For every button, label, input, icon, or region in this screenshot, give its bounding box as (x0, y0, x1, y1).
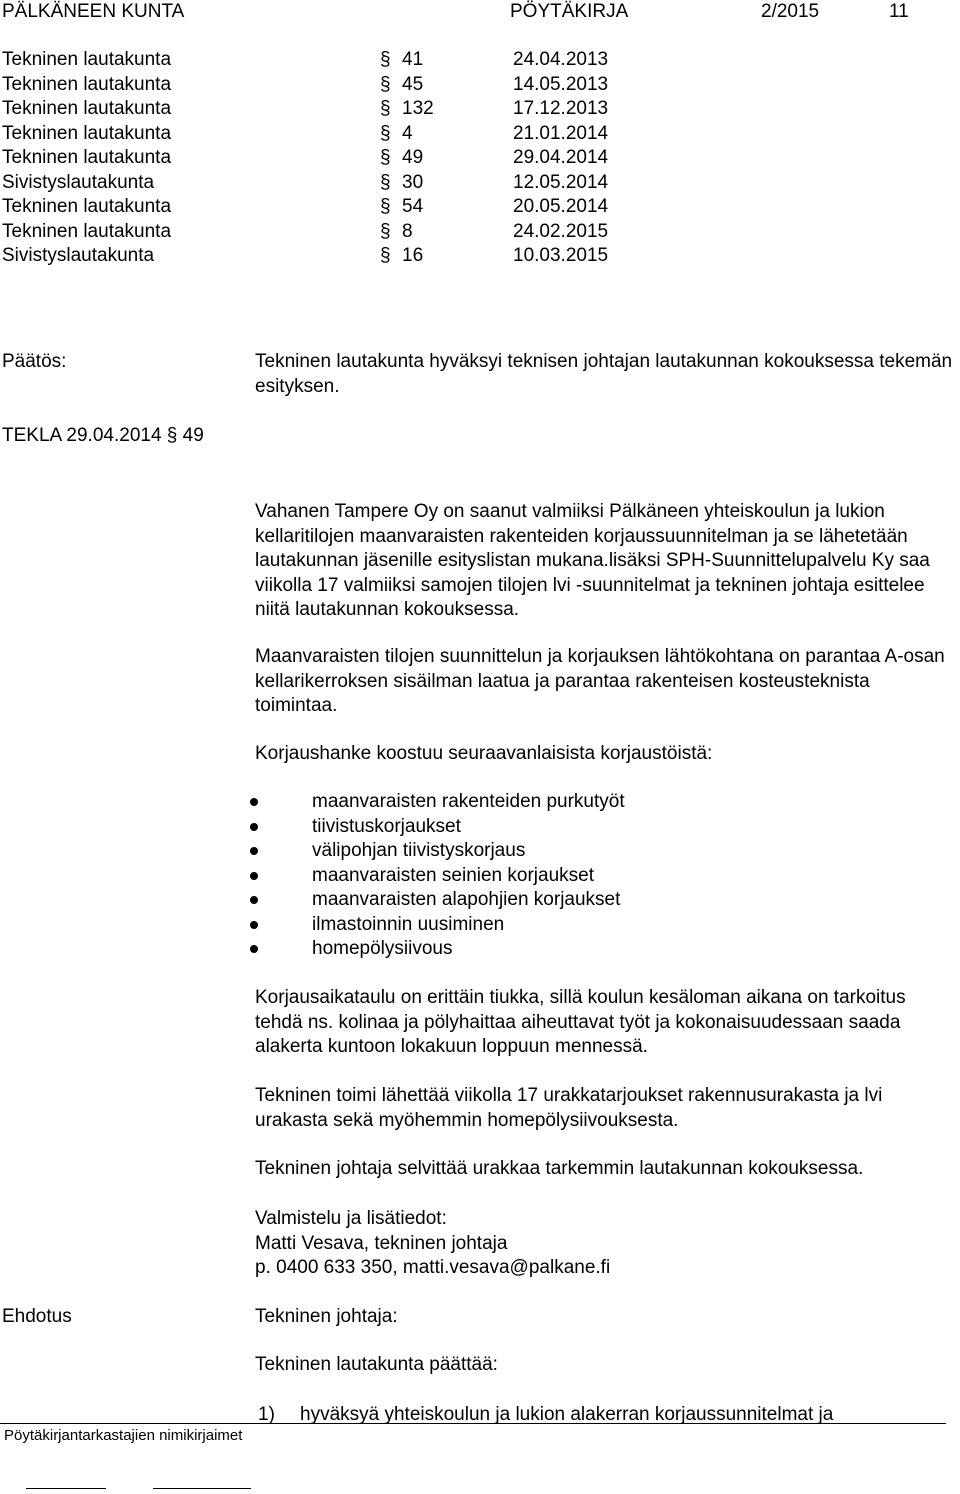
paragraph-presentation: Tekninen johtaja selvittää urakkaa tarkemmin lautakunnan kokouksessa. (255, 1158, 864, 1179)
bullet-icon (250, 921, 258, 929)
proposal-item-number: 1) (258, 1404, 275, 1425)
decision-text: Tekninen lautakunta hyväksyi teknisen johtajan lautakunnan kokouksessa tekemän esityksen. (255, 351, 953, 397)
history-section-number: 49 (402, 147, 424, 168)
history-org: Tekninen lautakunta (2, 196, 172, 217)
paragraph-background: Vahanen Tampere Oy on saanut valmiiksi Pälkäneen yhteiskoulun ja lukion kellaritilojen maanvaraisten rakenteiden korjaussuunnitelman ja se lähetetään lautakunnan jäsenille esityslistan mukana.lisäksi SPH-Suunnittelupalvelu Ky saa viikolla 17 valmiiksi samojen tilojen lvi -suunnitelmat ja tekninen johtaja esittelee niitä lautakunnan kokouksessa. (255, 501, 930, 620)
history-org: Tekninen lautakunta (2, 49, 172, 70)
history-org: Tekninen lautakunta (2, 73, 172, 95)
history-org: Sivistyslautakunta (2, 171, 155, 193)
bullet-icon (250, 872, 258, 880)
history-date: 14.05.2013 (513, 73, 609, 95)
history-section-number: 45 (402, 73, 424, 95)
list-item (250, 864, 950, 889)
page-number: 11 (889, 1, 909, 22)
contact-info (255, 1207, 955, 1281)
history-section-number: 4 (402, 122, 413, 144)
history-org: Tekninen lautakunta (2, 147, 172, 168)
history-org: Sivistyslautakunta (2, 245, 155, 266)
list-item-text: ilmastoinnin uusiminen (312, 913, 505, 935)
contact-phone-email: p. 0400 633 350, matti.vesava@palkane.fi (255, 1257, 611, 1278)
history-org: Tekninen lautakunta (2, 220, 172, 242)
history-row (0, 122, 700, 147)
section-sign-icon: § (380, 147, 391, 168)
contact-name: Matti Vesava, tekninen johtaja (255, 1232, 508, 1254)
signatures-label: Pöytäkirjantarkastajien nimikirjaimet (4, 1427, 243, 1444)
history-date: 24.02.2015 (513, 220, 609, 242)
contact-label: Valmistelu ja lisätiedot: (255, 1208, 447, 1229)
section-sign-icon: § (380, 122, 391, 144)
page-header (0, 0, 960, 26)
history-section-number: 41 (402, 49, 424, 70)
tekla-section-number: 49 (182, 425, 204, 446)
decision-label: Päätös: (2, 351, 67, 372)
list-item (250, 937, 950, 962)
paragraph-goal: Maanvaraisten tilojen suunnittelun ja korjauksen lähtökohtana on parantaa A-osan kellarikerroksen sisäilman laatua ja parantaa rakenteisen kosteusteknista toimintaa. (255, 646, 945, 716)
municipality-name: PÄLKÄNEEN KUNTA (2, 1, 185, 22)
history-org: Tekninen lautakunta (2, 98, 172, 119)
list-item-text: maanvaraisten seinien korjaukset (312, 864, 594, 886)
list-item-text: tiivistuskorjaukset (312, 815, 461, 837)
proposal-label: Ehdotus (2, 1306, 72, 1327)
section-sign-icon: § (380, 49, 391, 70)
bullet-icon (250, 798, 258, 806)
signature-line (26, 1488, 106, 1489)
paragraph-schedule: Korjausaikataulu on erittäin tiukka, sillä koulun kesäloman aikana on tarkoitus tehdä ns. kolinaa ja pölyhaittaa aiheuttavat työt ja kokonaisuudessaan saada alakerta kuntoon lokakuun loppuun mennessä. (255, 987, 906, 1057)
history-section-number: 30 (402, 171, 424, 193)
section-sign-icon: § (380, 245, 391, 266)
section-sign-icon: § (380, 98, 391, 119)
history-date: 12.05.2014 (513, 171, 609, 193)
list-item (250, 913, 950, 938)
history-section-number: 54 (402, 196, 424, 217)
history-org: Tekninen lautakunta (2, 122, 172, 144)
list-item-text: maanvaraisten rakenteiden purkutyöt (312, 791, 625, 812)
proposal-presenter: Tekninen johtaja: (255, 1306, 398, 1327)
history-section-number: 8 (402, 220, 413, 242)
history-date: 10.03.2015 (513, 245, 609, 266)
section-sign-icon: § (380, 220, 391, 242)
list-item (250, 888, 950, 913)
tekla-date: TEKLA 29.04.2014 (2, 425, 162, 446)
history-row (0, 220, 700, 245)
history-row (0, 146, 700, 171)
history-row (0, 171, 700, 196)
proposal-item-text: hyväksyä yhteiskoulun ja lukion alakerran korjaussunnitelmat ja (300, 1404, 834, 1425)
repair-works-list (250, 790, 950, 962)
history-row (0, 244, 700, 269)
footer-divider (0, 1423, 946, 1424)
history-date: 20.05.2014 (513, 196, 609, 217)
bullet-icon (250, 896, 258, 904)
section-sign-icon: § (380, 196, 391, 217)
signature-line (153, 1488, 251, 1489)
section-sign-icon: § (380, 171, 391, 193)
list-item-text: maanvaraisten alapohjien korjaukset (312, 889, 621, 910)
document-type: PÖYTÄKIRJA (510, 1, 629, 22)
history-section-number: 132 (402, 98, 434, 119)
list-item (250, 815, 950, 840)
history-row (0, 48, 700, 73)
list-item-text: homepölysiivous (312, 938, 453, 959)
list-item (250, 839, 950, 864)
history-date: 24.04.2013 (513, 49, 609, 70)
list-item (250, 790, 950, 815)
tekla-heading (2, 424, 204, 449)
list-item-text: välipohjan tiivistyskorjaus (312, 840, 526, 861)
paragraph-works-intro: Korjaushanke koostuu seuraavanlaisista korjaustöistä: (255, 743, 713, 764)
history-row (0, 97, 700, 122)
section-sign-icon: § (166, 425, 178, 446)
history-section-number: 16 (402, 245, 424, 266)
bullet-icon (250, 847, 258, 855)
section-sign-icon: § (380, 73, 391, 95)
history-date: 17.12.2013 (513, 98, 609, 119)
paragraph-tenders: Tekninen toimi lähettää viikolla 17 urakkatarjoukset rakennusurakasta ja lvi urakasta sekä myöhemmin homepölysiivouksesta. (255, 1085, 883, 1131)
history-row (0, 195, 700, 220)
proposal-intro: Tekninen lautakunta päättää: (255, 1354, 498, 1375)
bullet-icon (250, 823, 258, 831)
history-date: 21.01.2014 (513, 122, 609, 144)
history-date: 29.04.2014 (513, 147, 609, 168)
bullet-icon (250, 945, 258, 953)
history-row (0, 73, 700, 98)
document-number: 2/2015 (761, 1, 820, 22)
